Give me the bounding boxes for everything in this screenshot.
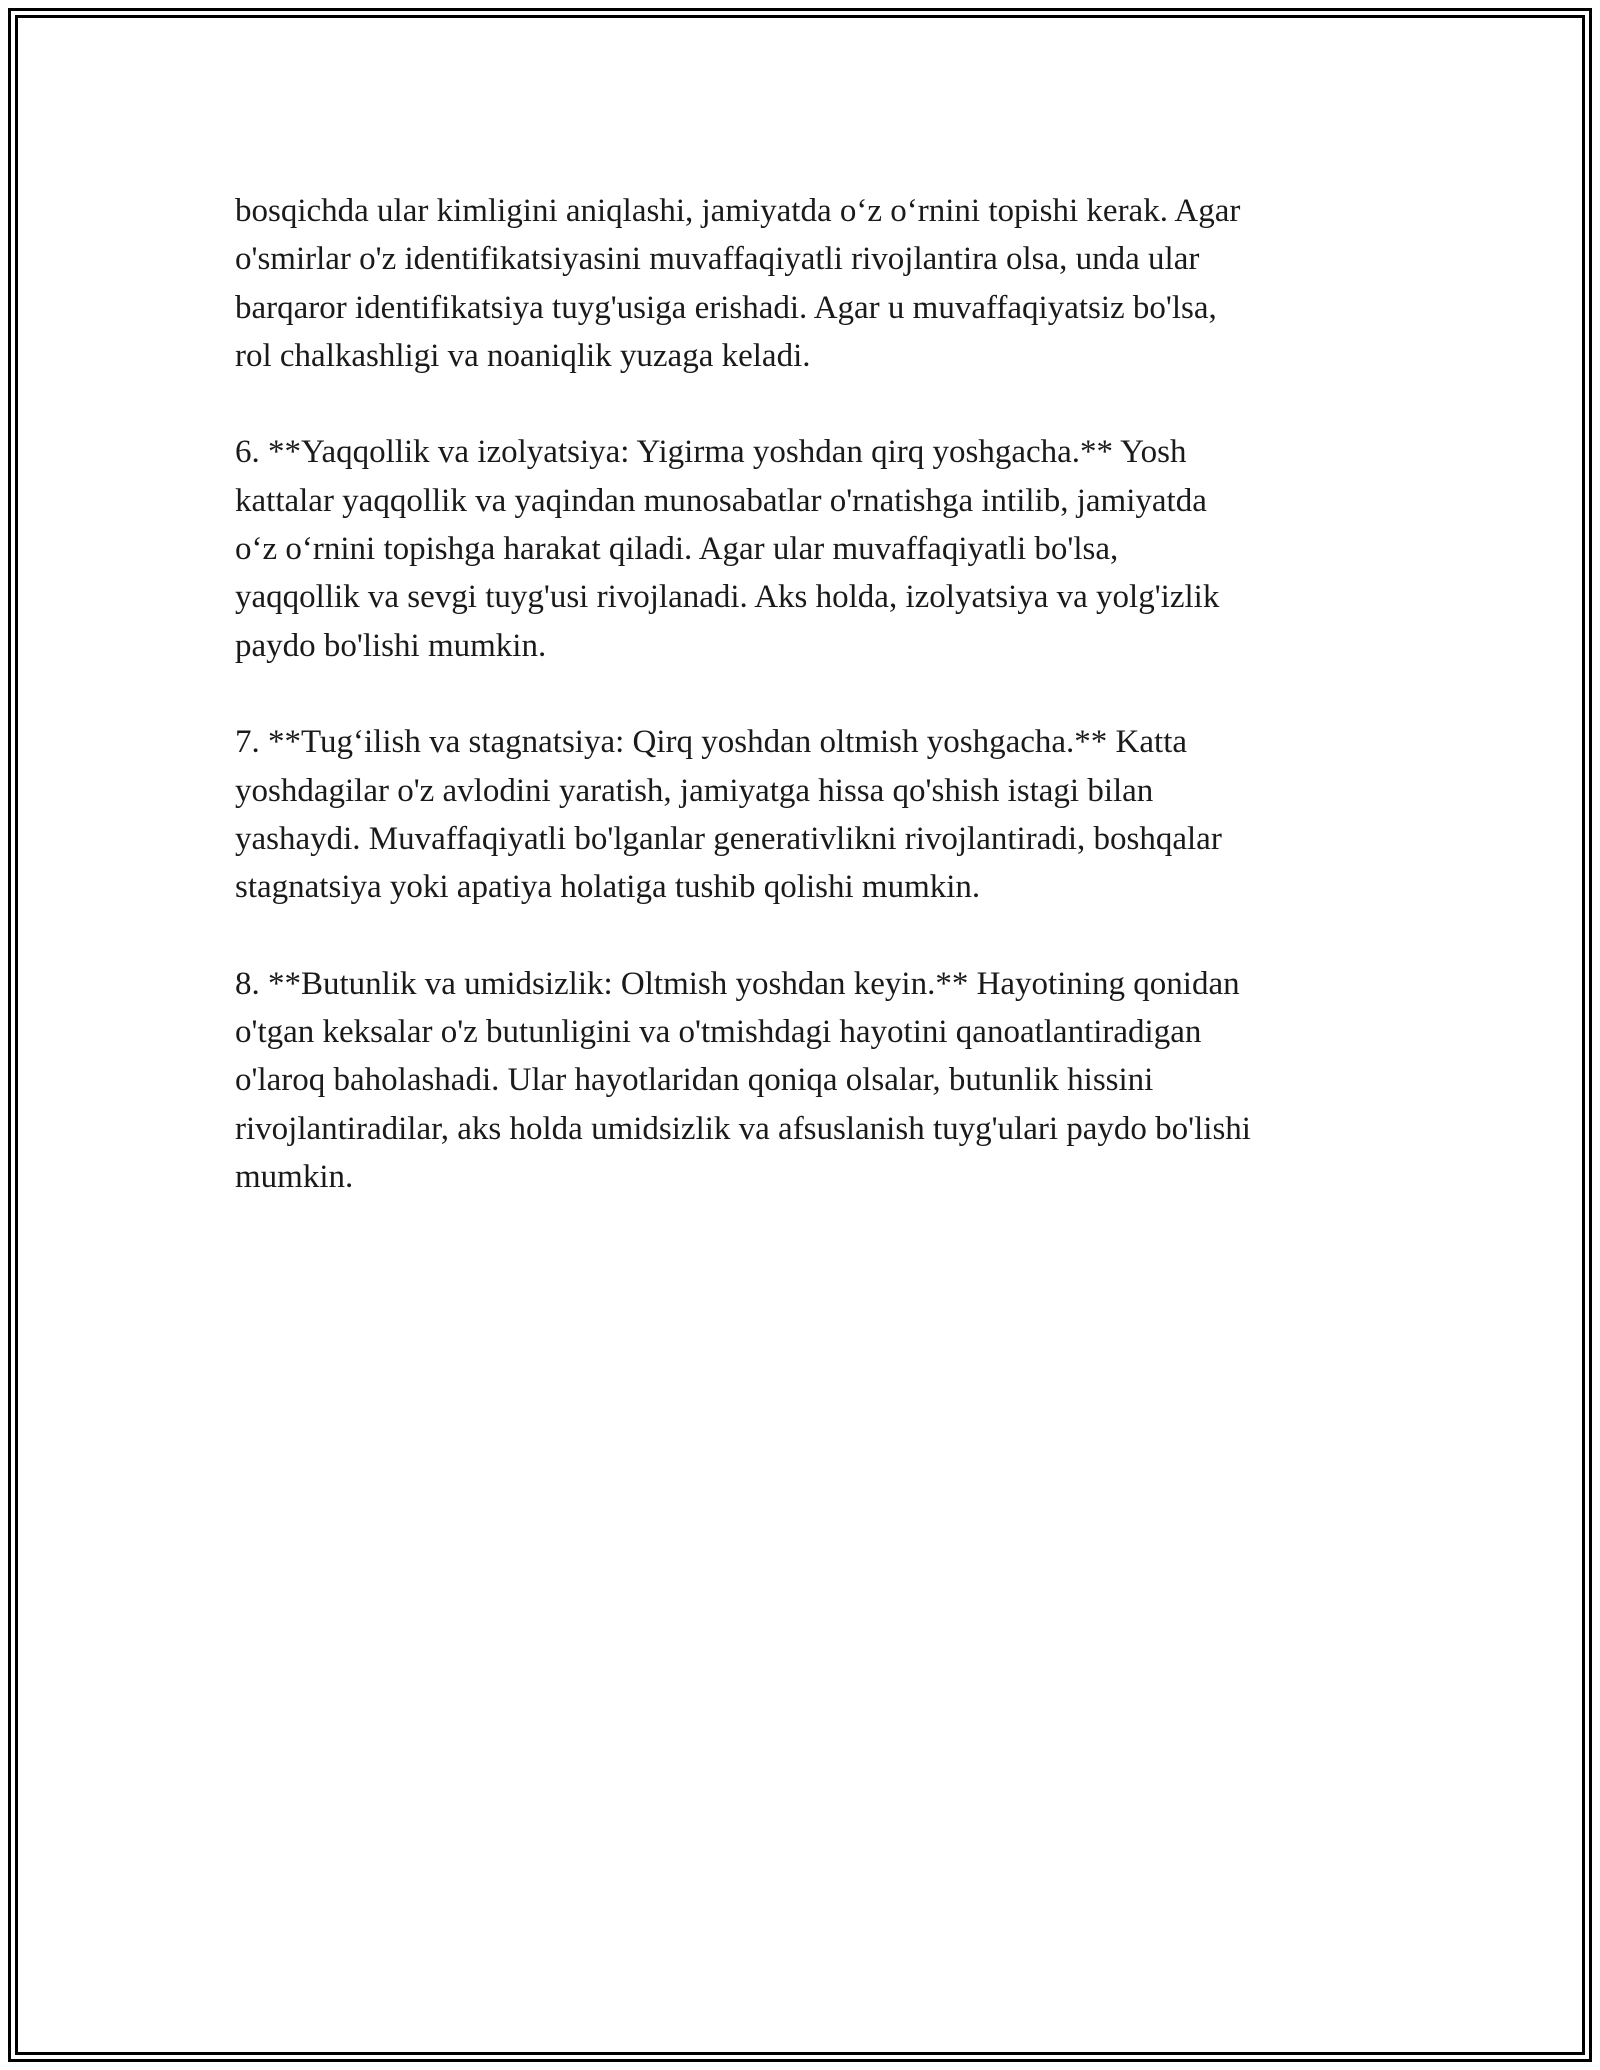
paragraph-stage-8-integrity-despair: 8. **Butunlik va umidsizlik: Oltmish yoshdan keyin.** Hayotining qonidan o'tgan keksalar o'z butunligini va o'tmishdagi hayotini qanoatlantiradigan o'laroq baholashadi. Ular hayotlaridan qoniqa olsalar, butunlik hissini rivojlantiradilar, aks holda umidsizlik va afsuslanish tuyg'ulari paydo bo'lishi mumkin. xyxy=(235,965,1251,1195)
paragraph-stage-6-intimacy-isolation: 6. **Yaqqollik va izolyatsiya: Yigirma yoshdan qirq yoshgacha.** Yosh kattalar yaqqollik va yaqindan munosabatlar o'rnatishga intilib, jamiyatda o‘z o‘rnini topishga harakat qiladi. Agar ular muvaffaqiyatli bo'lsa, yaqqollik va sevgi tuyg'usi rivojlanadi. Aks holda, izolyatsiya va yolg'izlik paydo bo'lishi mumkin. xyxy=(235,434,1220,664)
paragraph-identity-stage-continued: bosqichda ular kimligini aniqlashi, jamiyatda o‘z o‘rnini topishi kerak. Agar o'smirlar o'z identifikatsiyasini muvaffaqiyatli rivojlantira olsa, unda ular barqaror identifikatsiya tuyg'usiga erishadi. Agar u muvaffaqiyatsiz bo'lsa, rol chalkashligi va noaniqlik yuzaga keladi. xyxy=(235,193,1241,374)
paragraph-stage-7-generativity-stagnation: 7. **Tug‘ilish va stagnatsiya: Qirq yoshdan oltmish yoshgacha.** Katta yoshdagilar o'z avlodini yaratish, jamiyatga hissa qo'shish istagi bilan yashaydi. Muvaffaqiyatli bo'lganlar generativlikni rivojlantiradi, boshqalar stagnatsiya yoki apatiya holatiga tushib qolishi mumkin. xyxy=(235,724,1222,906)
document-body xyxy=(235,187,1370,1250)
